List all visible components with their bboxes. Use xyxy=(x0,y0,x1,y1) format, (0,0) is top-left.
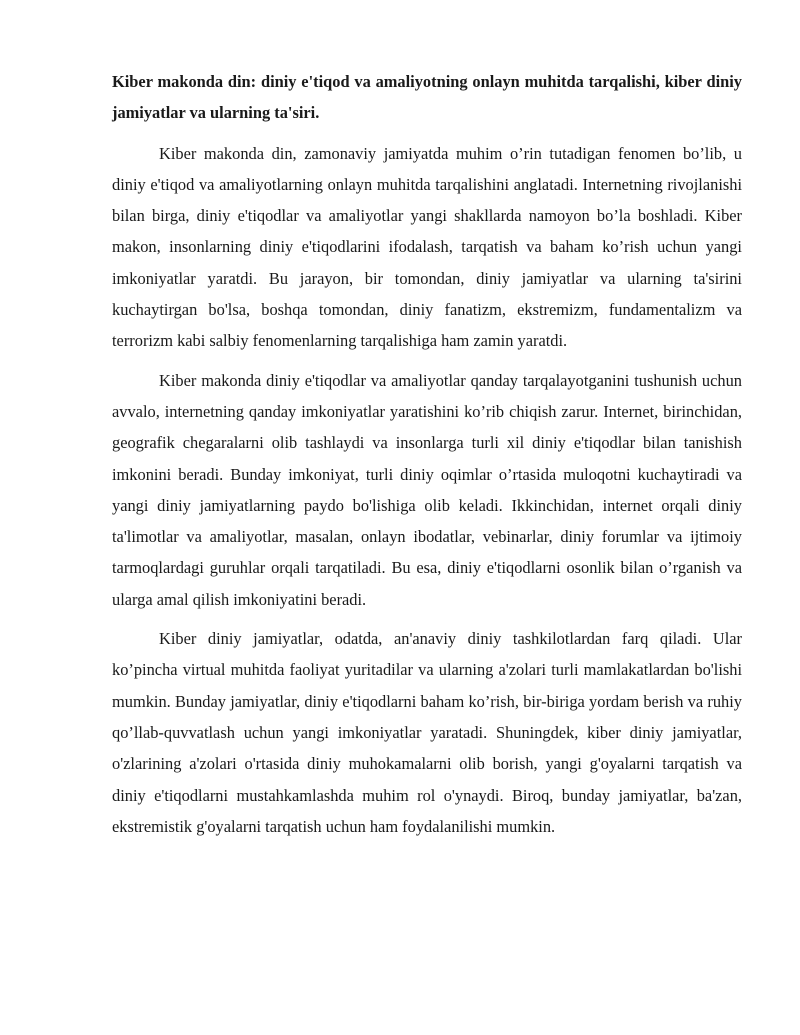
paragraph-3: Kiber diniy jamiyatlar, odatda, an'anaviy diniy tashkilotlardan farq qiladi. Ular ko’pincha virtual muhitda faoliyat yuritadilar va ularning a'zolari turli mamlakatlardan bo'lishi mumkin. Bunday jamiyatlar, diniy e'tiqodlarni baham ko’rish, bir-biriga yordam berish va ruhiy qo’llab-quvvatlash uchun yangi imkoniyatlar yaratadi. Shuningdek, kiber diniy jamiyatlar, o'zlarining a'zolari o'rtasida diniy muhokamalarni olib borish, yangi g'oyalarni tarqatish va diniy e'tiqodlarni mustahkamlashda muhim rol o'ynaydi. Biroq, bunday jamiyatlar, ba'zan, ekstremistik g'oyalarni tarqatish uchun ham foydalanilishi mumkin. xyxy=(112,629,742,836)
document-page xyxy=(112,66,742,850)
paragraph-2: Kiber makonda diniy e'tiqodlar va amaliyotlar qanday tarqalayotganini tushunish uchun avvalo, internetning qanday imkoniyatlar yaratishini ko’rib chiqish zarur. Internet, birinchidan, geografik chegaralarni olib tashlaydi va insonlarga turli xil diniy e'tiqodlar bilan tanishish imkonini beradi. Bunday imkoniyat, turli diniy oqimlar o’rtasida muloqotni kuchaytiradi va yangi diniy jamiyatlarning paydo bo'lishiga olib keladi. Ikkinchidan, internet orqali diniy ta'limotlar va amaliyotlar, masalan, onlayn ibodatlar, vebinarlar, diniy forumlar va ijtimoiy tarmoqlardagi guruhlar orqali tarqatiladi. Bu esa, diniy e'tiqodlarni osonlik bilan o’rganish va ularga amal qilish imkoniyatini beradi. xyxy=(112,370,742,609)
document-title: Kiber makonda din: diniy e'tiqod va amaliyotning onlayn muhitda tarqalishi, kiber diniy jamiyatlar va ularning ta'siri. xyxy=(112,72,742,123)
paragraph-1: Kiber makonda din, zamonaviy jamiyatda muhim o’rin tutadigan fenomen bo’lib, u diniy e'tiqod va amaliyotlarning onlayn muhitda tarqalishini anglatadi. Internetning rivojlanishi bilan birga, diniy e'tiqodlar va amaliyotlar yangi shakllarda namoyon bo’la boshladi. Kiber makon, insonlarning diniy e'tiqodlarini ifodalash, tarqatish va baham ko’rish uchun yangi imkoniyatlar yaratdi. Bu jarayon, bir tomondan, diniy jamiyatlar va ularning ta'sirini kuchaytirgan bo'lsa, boshqa tomondan, diniy fanatizm, ekstremizm, fundamentalizm va terrorizm kabi salbiy fenomenlarning tarqalishiga ham zamin yaratdi. xyxy=(112,143,742,351)
